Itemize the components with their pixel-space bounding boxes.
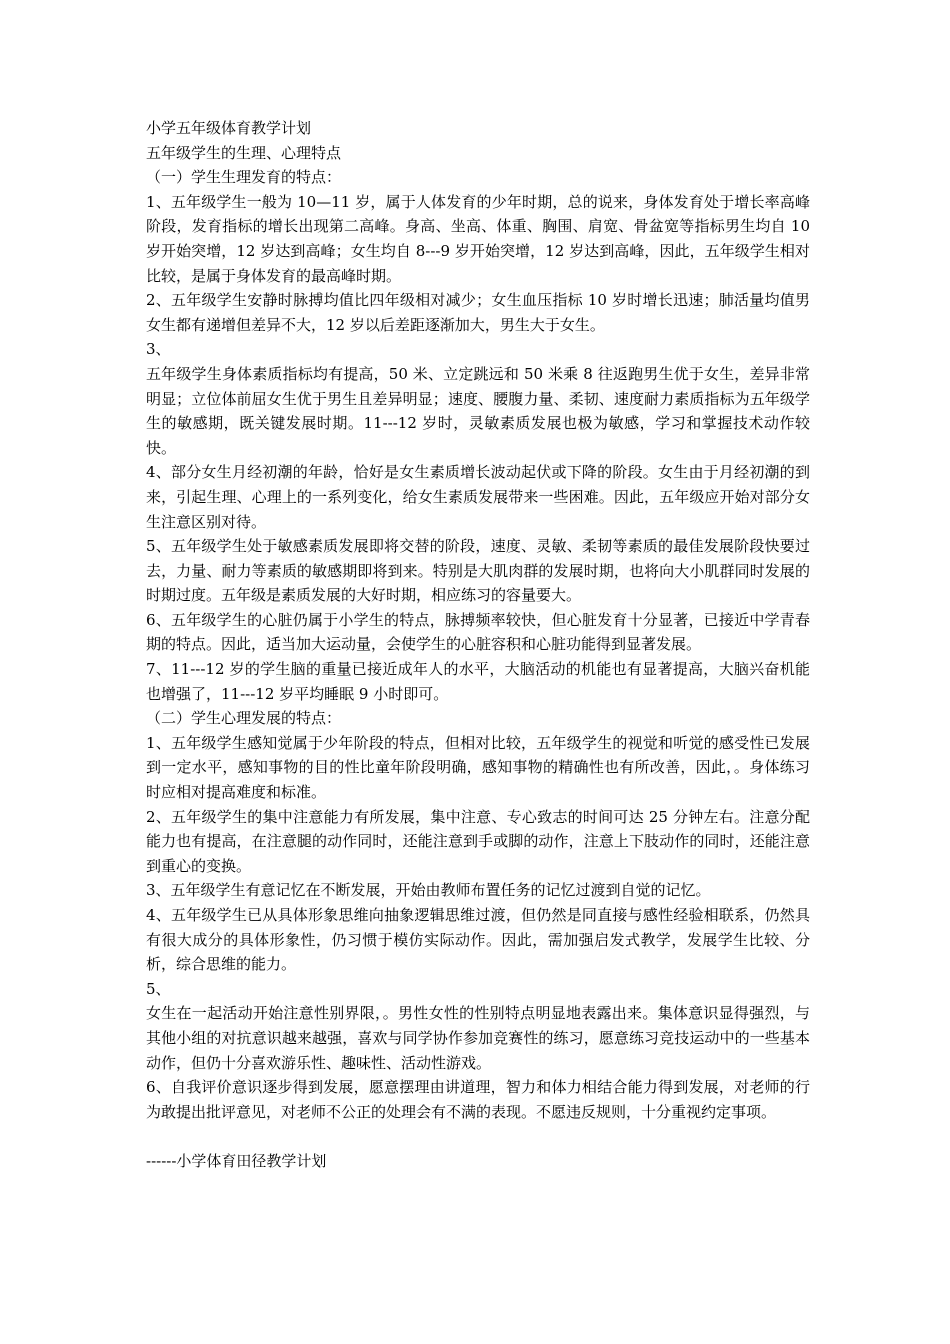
section1-item-7: 7、11---12 岁的学生脑的重量已接近成年人的水平，大脑活动的机能也有显著提高，大脑兴奋机能也增强了，11---12 岁平均睡眠 9 小时即可。 — [146, 660, 810, 703]
section1-item-3-number: 3、 — [146, 340, 171, 359]
section2-item-5: 女生在一起活动开始注意性别界限，。男性女性的性别特点明显地表露出来。集体意识显得强烈，与其他小组的对抗意识越来越强，喜欢与同学协作参加竞赛性的练习，愿意练习竞技运动中的一些基本动作，但仍十分喜欢游乐性、趣味性、活动性游戏。 — [146, 1004, 810, 1072]
section1-heading: （一）学生生理发育的特点： — [146, 168, 342, 187]
section1-item-3: 五年级学生身体素质指标均有提高，50 米、立定跳远和 50 米乘 8 往返跑男生优于女生，差异非常明显；立位体前屈女生优于男生且差异明显；速度、腰腹力量、柔韧、速度耐力素质指标为五年级学生的敏感期，既关键发展时期。11---12 岁时，灵敏素质发展也极为敏感，学习和掌握技术动作较快。 — [146, 364, 810, 457]
section2-heading: （二）学生心理发展的特点： — [146, 709, 342, 728]
section2-item-6: 6、自我评价意识逐步得到发展，愿意摆理由讲道理，智力和体力相结合能力得到发展，对老师的行为敢提出批评意见，对老师不公正的处理会有不满的表现。不愿违反规则，十分重视约定事项。 — [146, 1078, 810, 1121]
section1-item-1: 1、五年级学生一般为 10—11 岁，属于人体发育的少年时期，总的说来，身体发育处于增长率高峰阶段，发育指标的增长出现第二高峰。身高、坐高、体重、胸围、肩宽、骨盆宽等指标男生均自 10 岁开始突增，12 岁达到高峰；女生均自 8---9 岁开始突增，12 岁达到高峰，因此，五年级学生相对比较，是属于身体发育的最高峰时期。 — [146, 192, 810, 285]
section2-item-3: 3、五年级学生有意记忆在不断发展，开始由教师布置任务的记忆过渡到自觉的记忆。 — [146, 881, 711, 900]
section1-item-2: 2、五年级学生安静时脉搏均值比四年级相对减少；女生血压指标 10 岁时增长迅速；肺活量均值男女生都有递增但差异不大，12 岁以后差距逐渐加大，男生大于女生。 — [146, 291, 810, 334]
document-footer: ------小学体育田径教学计划 — [146, 1151, 327, 1170]
section2-item-1: 1、五年级学生感知觉属于少年阶段的特点，但相对比较，五年级学生的视觉和听觉的感受性已发展到一定水平，感知事物的目的性比童年阶段明确，感知事物的精确性也有所改善，因此，。身体练习时应相对提高难度和标准。 — [146, 733, 810, 802]
section1-item-6: 6、五年级学生的心脏仍属于小学生的特点，脉搏频率较快，但心脏发育十分显著，已接近中学青春期的特点。因此，适当加大运动量，会使学生的心脏容积和心脏功能得到显著发展。 — [146, 610, 810, 654]
document-subtitle: 五年级学生的生理、心理特点 — [146, 143, 342, 162]
document-title: 小学五年级体育教学计划 — [146, 119, 312, 137]
section2-item-5-number: 5、 — [146, 979, 171, 998]
section1-item-4: 4、部分女生月经初潮的年龄，恰好是女生素质增长波动起伏或下降的阶段。女生由于月经初潮的到来，引起生理、心理上的一系列变化，给女生素质发展带来一些困难。因此，五年级应开始对部分女生注意区别对待。 — [146, 463, 810, 531]
section1-item-5: 5、五年级学生处于敏感素质发展即将交替的阶段，速度、灵敏、柔韧等素质的最佳发展阶段快要过去，力量、耐力等素质的敏感期即将到来。特别是大肌肉群的发展时期，也将向大小肌群同时发展的时期过度。五年级是素质发展的大好时期，相应练习的容量要大。 — [146, 537, 810, 605]
section2-item-4: 4、五年级学生已从具体形象思维向抽象逻辑思维过渡，但仍然是同直接与感性经验相联系，仍然具有很大成分的具体形象性，仍习惯于模仿实际动作。因此，需加强启发式教学，发展学生比较、分析，综合思维的能力。 — [146, 906, 810, 974]
document-page — [146, 116, 810, 1174]
section2-item-2: 2、五年级学生的集中注意能力有所发展，集中注意、专心致志的时间可达 25 分钟左右。注意分配能力也有提高，在注意腿的动作同时，还能注意到手或脚的动作，注意上下肢动作的同时，还能注意到重心的变换。 — [146, 807, 810, 875]
